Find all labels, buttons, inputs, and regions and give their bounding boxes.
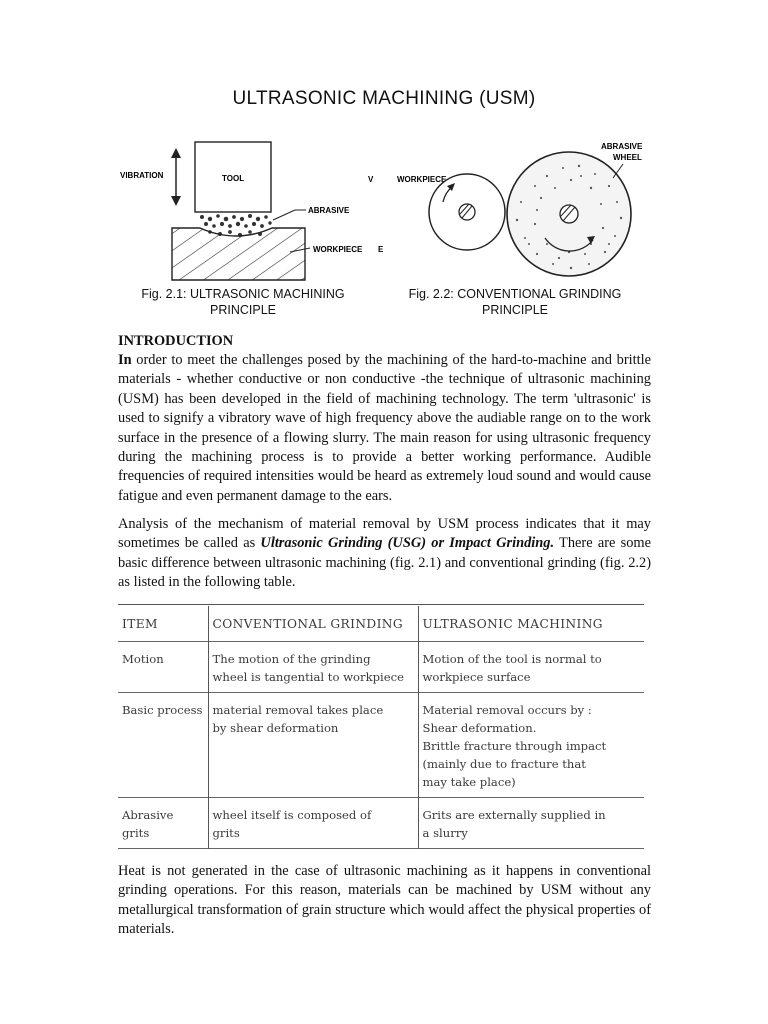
table-row — [118, 693, 644, 798]
cell-line: workpiece surface — [422, 670, 531, 684]
cell-line: Brittle fracture through impact — [422, 739, 607, 753]
table-top-border — [118, 604, 644, 605]
analysis-text-b: There are some basic difference between ultrasonic machining (fig. 2.1) and conventional grinding (fig. 2.2) as listed in the following table. — [118, 535, 652, 591]
header-conventional-grinding: CONVENTIONAL GRINDING — [208, 606, 418, 642]
intro-paragraph — [118, 351, 651, 506]
cell-line: a slurry — [422, 826, 468, 840]
cell-conventional — [208, 642, 418, 693]
fig2-caption-line1: Fig. 2.2: CONVENTIONAL GRINDING — [408, 287, 622, 301]
cell-line: wheel is tangential to workpiece — [212, 670, 404, 684]
analysis-emphasis: Ultrasonic Grinding (USG) or Impact Grinding. — [260, 535, 555, 552]
intro-lead: In — [118, 352, 132, 368]
grinding-principle-figure — [365, 136, 665, 286]
abrasive-wheel-label-1: ABRASIVE — [601, 142, 643, 151]
cell-line: grits — [122, 826, 150, 840]
heat-paragraph: Heat is not generated in the case of ultrasonic machining as it happens in conventional grinding operations. For this reason, materials can be machined by USM without any metallurgical transformation of grain structure which would affect the physical properties of materials. — [118, 863, 651, 938]
tool-label: TOOL — [222, 174, 245, 183]
cell-line: Shear deformation. — [422, 721, 537, 735]
fig2-caption — [395, 286, 635, 318]
workpiece-block — [172, 228, 305, 280]
cell-line: grits — [212, 826, 240, 840]
cell-line: may take place) — [422, 775, 516, 789]
e-label: E — [378, 245, 384, 254]
comparison-table — [118, 606, 644, 849]
cell-item: Motion — [122, 652, 164, 666]
fig2-caption-line2: PRINCIPLE — [482, 303, 548, 317]
cell-line: Grits are externally supplied in — [422, 808, 606, 822]
vibration-label: VIBRATION — [120, 171, 164, 180]
cell-line: Abrasive — [122, 808, 174, 822]
table-row — [118, 798, 644, 849]
workpiece-label: WORKPIECE — [397, 175, 447, 184]
abrasive-wheel-label-2: WHEEL — [613, 153, 642, 162]
cell-line: material removal takes place — [212, 703, 384, 717]
fig1-caption-line2: PRINCIPLE — [210, 303, 276, 317]
cell-conventional — [208, 798, 418, 849]
cell-line: Material removal occurs by : — [422, 703, 592, 717]
cell-line: (mainly due to fracture that — [422, 757, 586, 771]
cell-ultrasonic — [418, 693, 644, 798]
cell-line: by shear deformation — [212, 721, 339, 735]
cell-conventional — [208, 693, 418, 798]
table-header-row — [118, 606, 644, 642]
header-item: ITEM — [122, 617, 158, 631]
v-label: V — [368, 175, 374, 184]
fig1-caption-line1: Fig. 2.1: ULTRASONIC MACHINING — [141, 287, 345, 301]
cell-line: wheel itself is composed of — [212, 808, 372, 822]
cell-ultrasonic — [418, 642, 644, 693]
analysis-text-a: Analysis of the mechanism of material removal by USM process indicates that it may sometimes be called as — [118, 516, 651, 552]
page-title: ULTRASONIC MACHINING (USM) — [232, 88, 536, 109]
cell-line: Motion of the tool is normal to — [422, 652, 602, 666]
fig1-caption — [128, 286, 358, 318]
cell-item — [118, 798, 208, 849]
section-heading: INTRODUCTION — [118, 333, 234, 349]
analysis-paragraph — [118, 515, 651, 593]
workpiece-label: WORKPIECE — [313, 245, 363, 254]
usm-principle-figure — [110, 140, 400, 285]
table-row — [118, 642, 644, 693]
intro-text: order to meet the challenges posed by the machining of the hard-to-machine and brittle materials - whether conductive or non conductive -the technique of ultrasonic machining (USM) has been developed in the field of machining technology. The term 'ultrasonic' is used to signify a vibratory wave of high frequency above the audiable range on to the work surface in the presence of a flowing slurry. The main reason for using ultrasonic frequency during the machining process is to provide a better working performance. Audible frequencies of required intensities would be heard as extremely loud sound and would cause fatigue and even permanent damage to the ears. — [118, 352, 651, 504]
cell-line: The motion of the grinding — [212, 652, 371, 666]
header-ultrasonic-machining: ULTRASONIC MACHINING — [418, 606, 644, 642]
cell-item: Basic process — [122, 703, 203, 717]
abrasive-label: ABRASIVE — [308, 206, 350, 215]
cell-ultrasonic — [418, 798, 644, 849]
